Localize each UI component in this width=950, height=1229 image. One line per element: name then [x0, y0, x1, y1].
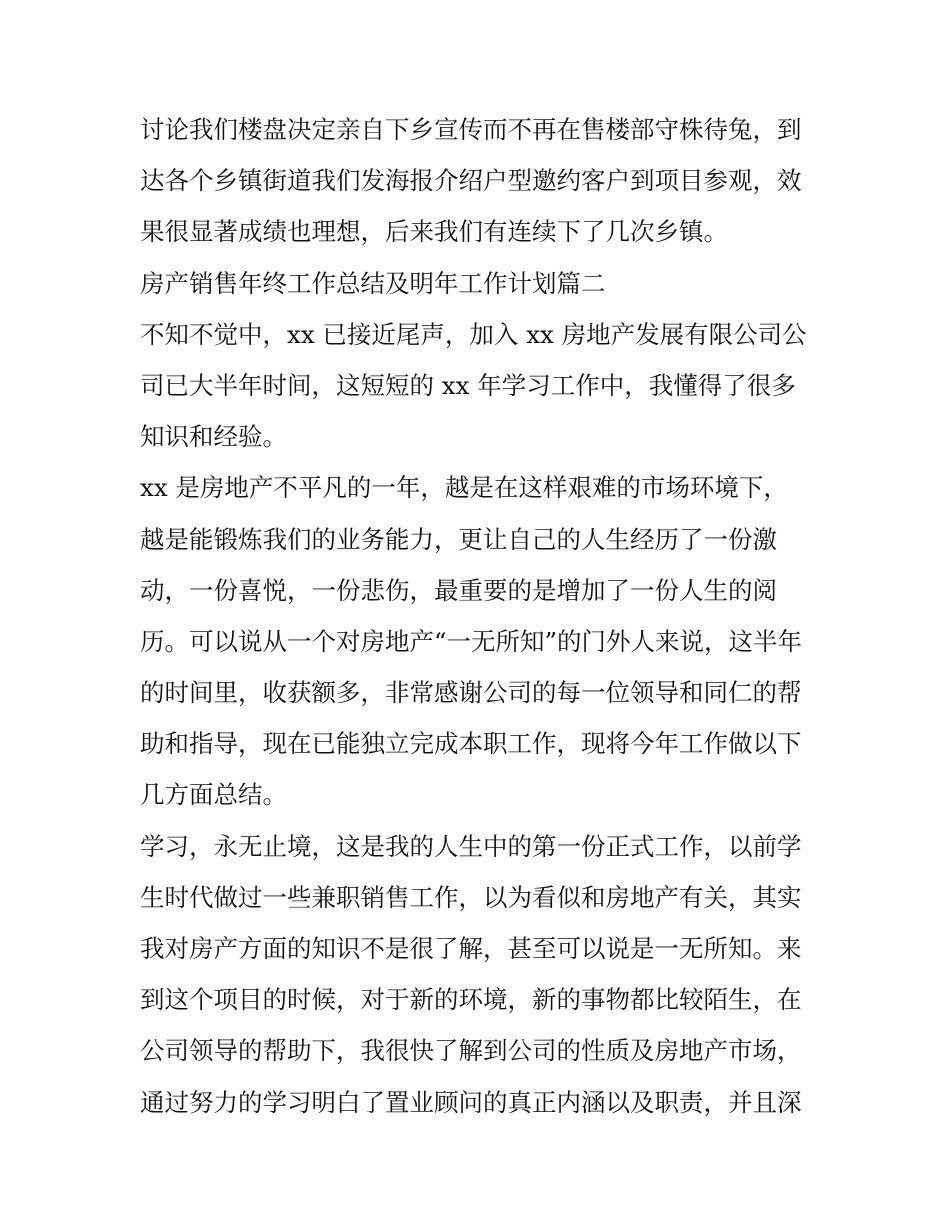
text-line: 动，一份喜悦，一份悲伤，最重要的是增加了一份人生的阅: [140, 575, 777, 605]
text-line: 学习，永无止境，这是我的人生中的第一份正式工作，以前学: [140, 831, 802, 861]
document-body: [140, 104, 820, 1128]
text-line: 的时间里，收获额多，非常感谢公司的每一位领导和同仁的帮: [140, 678, 802, 708]
text-line: 不知不觉中，xx 已接近尾声，加入 xx 房地产发展有限公司公: [140, 319, 807, 349]
text-line: 越是能锻炼我们的业务能力，更让自己的人生经历了一份激: [140, 524, 777, 554]
text-line: 司已大半年时间，这短短的 xx 年学习工作中，我懂得了很多: [140, 370, 796, 400]
text-line: 知识和经验。: [140, 422, 287, 452]
text-line: 历。可以说从一个对房地产“一无所知”的门外人来说，这半年: [140, 626, 803, 656]
text-line: 几方面总结。: [140, 780, 287, 810]
text-line: 到这个项目的时候，对于新的环境，新的事物都比较陌生，在: [140, 985, 802, 1015]
text-line: xx 是房地产不平凡的一年，越是在这样艰难的市场环境下，: [140, 473, 788, 503]
text-line: 我对房产方面的知识不是很了解，甚至可以说是一无所知。来: [140, 934, 802, 963]
text-line: 通过努力的学习明白了置业顾问的真正内涵以及职责，并且深: [140, 1087, 802, 1117]
text-line: 果很显著成绩也理想，后来我们有连续下了几次乡镇。: [140, 217, 728, 247]
section-heading: 房产销售年终工作总结及明年工作计划篇二: [140, 268, 606, 298]
text-line: 达各个乡镇街道我们发海报介绍户型邀约客户到项目参观，效: [140, 166, 802, 196]
text-line: 助和指导，现在已能独立完成本职工作，现将今年工作做以下: [140, 729, 802, 759]
text-line: 公司领导的帮助下，我很快了解到公司的性质及房地产市场，: [140, 1036, 802, 1066]
text-line: 讨论我们楼盘决定亲自下乡宣传而不再在售楼部守株待兔，到: [140, 115, 802, 144]
text-line: 生时代做过一些兼职销售工作，以为看似和房地产有关，其实: [140, 882, 802, 912]
